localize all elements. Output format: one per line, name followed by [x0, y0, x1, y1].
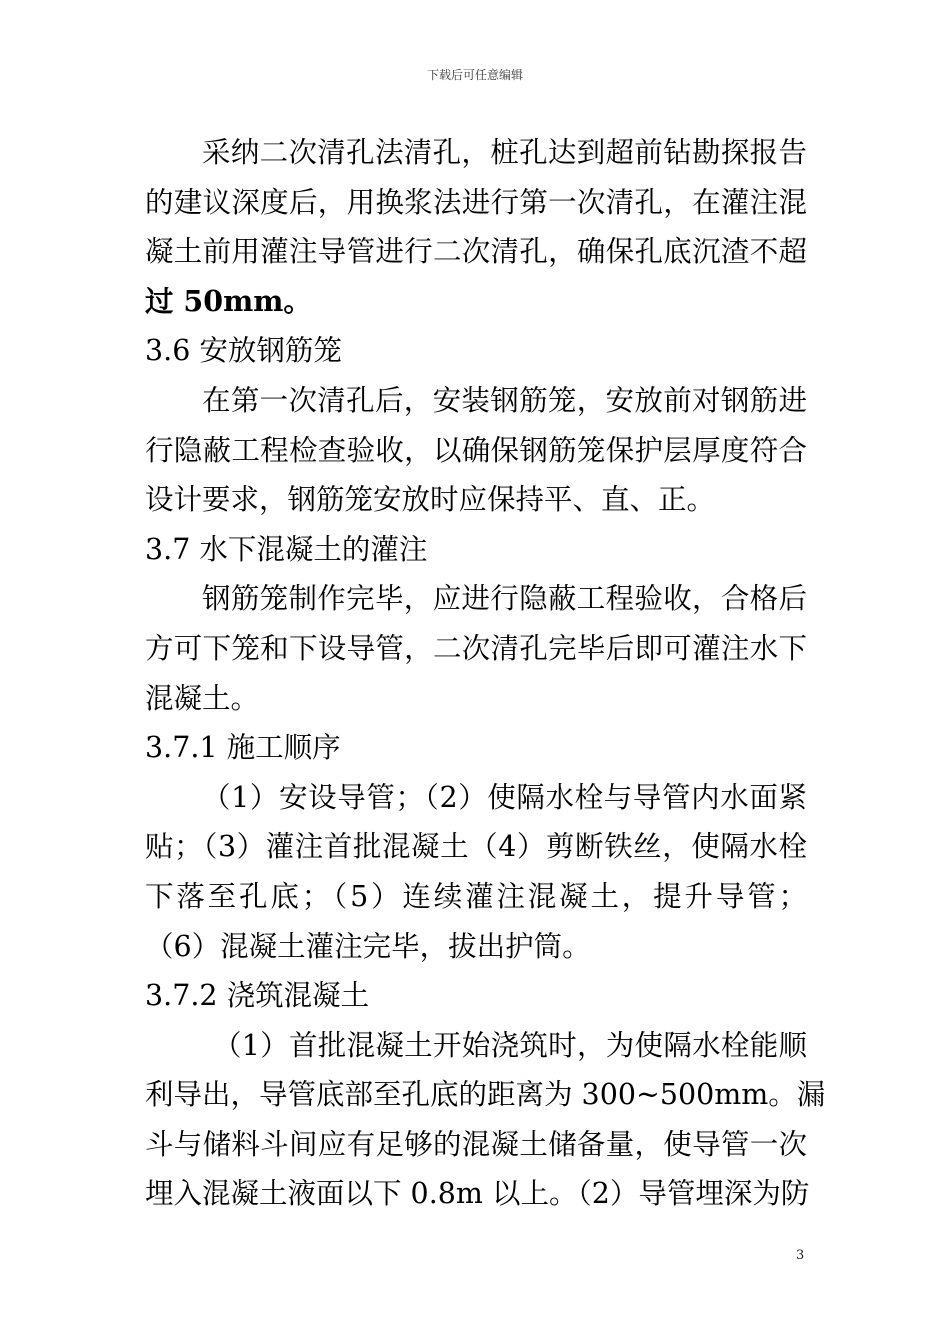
section-heading-3-7: 3.7 水下混凝土的灌注: [145, 532, 428, 566]
paragraph-line: 的建议深度后，用换浆法进行第一次清孔，在灌注混: [145, 185, 807, 219]
paragraph-line: （6）混凝土灌注完毕，拔出护筒。: [145, 929, 591, 963]
paragraph-line: 利导出，导管底部至孔底的距离为 300~500mm。漏: [145, 1078, 826, 1112]
paragraph-line: 行隐蔽工程检查验收，以确保钢筋笼保护层厚度符合: [145, 433, 807, 467]
paragraph-line: 斗与储料斗间应有足够的混凝土储备量，使导管一次: [145, 1127, 807, 1161]
page-number: 3: [796, 1248, 805, 1263]
paragraph-line: 在第一次清孔后，安装钢筋笼，安放前对钢筋进: [202, 383, 807, 417]
document-body: [145, 128, 826, 1219]
paragraph-line: 混凝土。: [145, 681, 260, 715]
paragraph-line: 埋入混凝土液面以下 0.8m 以上。（2）导管埋深为防: [145, 1177, 810, 1211]
paragraph-line: 钢筋笼制作完毕，应进行隐蔽工程验收，合格后: [202, 582, 807, 616]
paragraph-line: 方可下笼和下设导管，二次清孔完毕后即可灌注水下: [145, 631, 807, 665]
paragraph-line: 贴；（3）灌注首批混凝土（4）剪断铁丝，使隔水栓: [145, 830, 807, 864]
section-heading-3-7-2: 3.7.2 浇筑混凝土: [145, 979, 370, 1013]
paragraph-line: 设计要求，钢筋笼安放时应保持平、直、正。: [145, 483, 716, 517]
paragraph-line: 下落至孔底；（5）连续灌注混凝土，提升导管；: [145, 879, 807, 913]
section-heading-3-6: 3.6 安放钢筋笼: [145, 334, 342, 368]
paragraph-line: （1）安设导管；（2）使隔水栓与导管内水面紧: [202, 780, 807, 814]
paragraph-line: 过 50mm。: [145, 283, 312, 318]
paragraph-line: 采纳二次清孔法清孔，桩孔达到超前钻勘探报告: [202, 136, 807, 169]
page-header: 下载后可任意编辑: [426, 68, 523, 82]
section-heading-3-7-1: 3.7.1 施工顺序: [145, 731, 341, 765]
paragraph-line: 凝土前用灌注导管进行二次清孔，确保孔底沉渣不超: [145, 235, 807, 269]
paragraph-line: （1）首批混凝土开始浇筑时，为使隔水栓能顺: [213, 1028, 807, 1062]
